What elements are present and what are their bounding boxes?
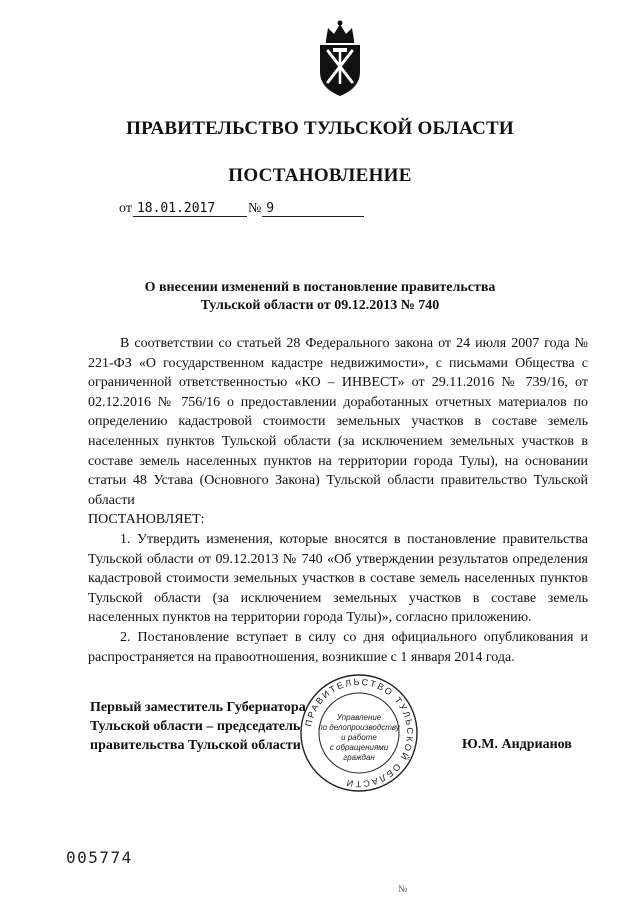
stamp-ring-text: ПРАВИТЕЛЬСТВО ТУЛЬСКОЙ ОБЛАСТИ — [303, 676, 416, 790]
date-label: от — [119, 201, 132, 216]
stamp-line-4: с обращениями — [329, 743, 389, 752]
item-2-paragraph: 2. Постановление вступает в силу со дня официального опубликования и распространяется на правоотношения, возникшие с 1 января 2014 года. — [88, 629, 588, 665]
item-1-paragraph: 1. Утвердить изменения, которые вносятся в постановление правительства Тульской области от 09.12.2013 № 740 «Об утверждении результатов определения кадастровой стоимости земельных участков в составе земель населенных пунктов Тульской области (за исключением земельных участков в составе земель населенных пунктов на территории города Тулы)», согласно приложению. — [88, 531, 588, 626]
subject-line-2: Тульской области от 09.12.2013 № 740 — [200, 298, 440, 313]
footer-mark: № — [398, 884, 408, 895]
document-type-title: ПОСТАНОВЛЕНИЕ — [228, 165, 412, 186]
decree-number: 9 — [262, 201, 364, 217]
signatory-title-line-2: Тульской области – председатель — [90, 719, 301, 734]
subject-line-1: О внесении изменений в постановление правительства — [144, 280, 496, 295]
stamp-center-text — [316, 713, 402, 763]
stamp-line-3: и работе — [341, 733, 377, 742]
coat-of-arms-icon — [312, 18, 368, 98]
signatory-title-line-1: Первый заместитель Губернатора — [90, 700, 306, 715]
decree-date: 18.01.2017 — [133, 201, 247, 217]
decree-word: ПОСТАНОВЛЯЕТ: — [88, 512, 205, 528]
stamp-line-2: по делопроизводству — [318, 723, 400, 732]
stamp-line-5: граждан — [343, 753, 375, 762]
number-label: № — [247, 201, 262, 216]
stamp-line-1: Управление — [336, 713, 382, 722]
decree-body — [88, 334, 588, 667]
date-number-line — [118, 201, 364, 217]
registration-number: 005774 — [66, 848, 133, 867]
signatory-name: Ю.М. Андрианов — [462, 737, 572, 752]
organization-title: ПРАВИТЕЛЬСТВО ТУЛЬСКОЙ ОБЛАСТИ — [126, 118, 514, 139]
signatory-title-line-3: правительства Тульской области — [90, 738, 301, 753]
preamble-paragraph: В соответствии со статьей 28 Федерального закона от 24 июля 2007 года № 221-ФЗ «О государственном кадастре недвижимости», с письмами Общества с ограниченной ответственностью «КО – ИНВЕСТ» от 29.11.2016 № 739/16, от 02.12.2016 № 756/16 о предоставлении доработанных отчетных материалов по определению кадастровой стоимости земельных участков в составе земель населенных пунктов Тульской области (за исключением земельных участков в составе земель населенных пунктов на территории города Тулы), на основании статьи 48 Устава (Основного Закона) Тульской области правительство Тульской области — [88, 336, 588, 508]
decree-subject — [0, 279, 640, 315]
signatory-title — [90, 698, 306, 755]
